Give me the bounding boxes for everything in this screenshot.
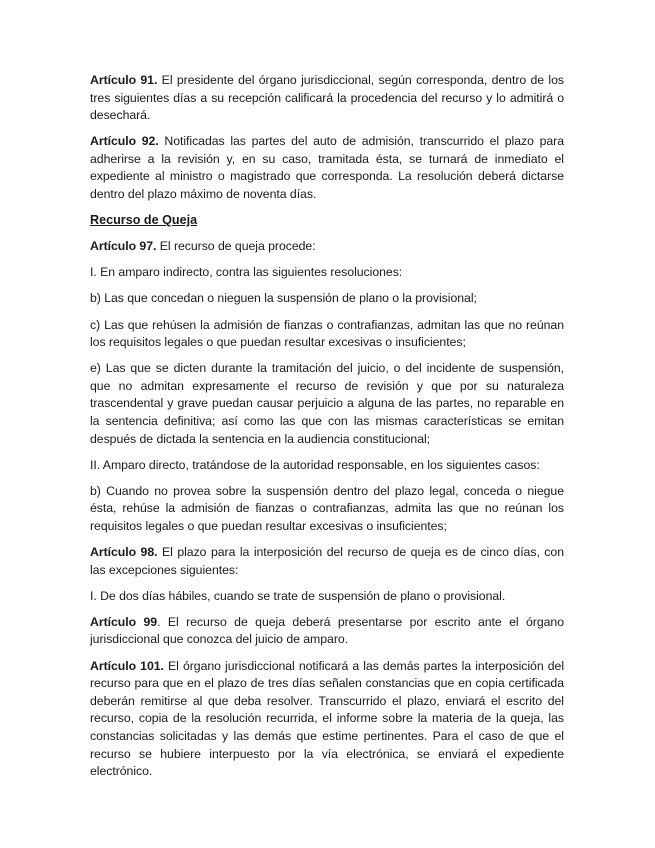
- paragraph-fraccion-i: [90, 264, 564, 282]
- paragraph-articulo-101: [90, 658, 564, 781]
- article-text: El órgano jurisdiccional notificará a las demás partes la interposición del recurso para que en el plazo de tres días señalen constancias que en copia certificada deberán remitirse al que deba resolver. Transcurrido el plazo, enviará el escrito del recurso, copia de la resolución recurrida, el informe sobre la materia de la queja, las constancias solicitadas y las demás que estime pertinentes. Para el caso de que el recurso se hubiere interpuesto por la vía electrónica, se enviará el expediente electrónico.: [90, 658, 565, 779]
- article-text: El plazo para la interposición del recurso de queja es de cinco días, con las excepciones siguientes:: [90, 545, 564, 577]
- paragraph-text: c) Las que rehúsen la admisión de fianzas o contrafianzas, admitan las que no reúnan los requisitos legales o que puedan resultar excesivas o insuficientes;: [90, 317, 564, 350]
- section-heading: Recurso de Queja: [90, 213, 198, 228]
- paragraph-text: b) Las que concedan o nieguen la suspensión de plano o la provisional;: [90, 291, 477, 306]
- paragraph-articulo-99: [90, 614, 564, 649]
- paragraph-text: e) Las que se dicten durante la tramitación del juicio, o del incidente de suspensión, que no admitan expresamente el recurso de revisión y que por su naturaleza trascendental y grave puedan causar perjuicio a alguna de las partes, no reparable en la sentencia definitiva; así como las que con las mismas características se emitan después de dictada la sentencia en la audiencia constitucional;: [90, 361, 564, 446]
- paragraph-inciso-e: [90, 360, 564, 448]
- paragraph-articulo-91: [90, 72, 564, 125]
- article-number: Artículo 91.: [90, 73, 158, 87]
- paragraph-articulo-92: [90, 133, 564, 203]
- paragraph-text: b) Cuando no provea sobre la suspensión dentro del plazo legal, conceda o niegue ésta, rehúse la admisión de fianzas o contrafianzas, admita las que no reúnan los requisitos legales o que puedan resultar excesivas o insuficientes;: [90, 483, 564, 533]
- paragraph-inciso-c: [90, 317, 564, 352]
- paragraph-inciso-b-directo: [90, 483, 564, 536]
- article-number: Artículo 92.: [90, 134, 159, 149]
- paragraph-text: II. Amparo directo, tratándose de la autoridad responsable, en los siguientes casos:: [90, 457, 540, 472]
- article-text: El recurso de queja procede:: [156, 239, 316, 254]
- article-number: Artículo 98.: [90, 545, 158, 560]
- article-number: Artículo 101.: [90, 658, 164, 673]
- article-number: Artículo 99: [90, 614, 158, 629]
- paragraph-articulo-98: [90, 544, 564, 579]
- article-number: Artículo 97.: [90, 239, 157, 254]
- paragraph-text: I. De dos días hábiles, cuando se trate de suspensión de plano o provisional.: [90, 588, 506, 603]
- article-text: El presidente del órgano jurisdiccional, según corresponda, dentro de los tres siguientes días a su recepción calificará la procedencia del recurso y lo admitirá o desechará.: [90, 73, 564, 123]
- document-page: [90, 72, 564, 789]
- article-text: Notificadas las partes del auto de admisión, transcurrido el plazo para adherirse a la revisión y, en su caso, tramitada ésta, se turnará de inmediato el expediente al ministro o magistrado que corresponda. La resolución deberá dictarse dentro del plazo máximo de noventa días.: [90, 134, 564, 202]
- paragraph-text: I. En amparo indirecto, contra las siguientes resoluciones:: [90, 265, 403, 280]
- paragraph-fraccion-ii: [90, 457, 564, 475]
- paragraph-articulo-97: [90, 238, 564, 256]
- article-text: . El recurso de queja deberá presentarse por escrito ante el órgano jurisdiccional que conozca del juicio de amparo.: [90, 614, 564, 647]
- paragraph-inciso-b: [90, 290, 564, 308]
- paragraph-dos-dias: [90, 588, 564, 606]
